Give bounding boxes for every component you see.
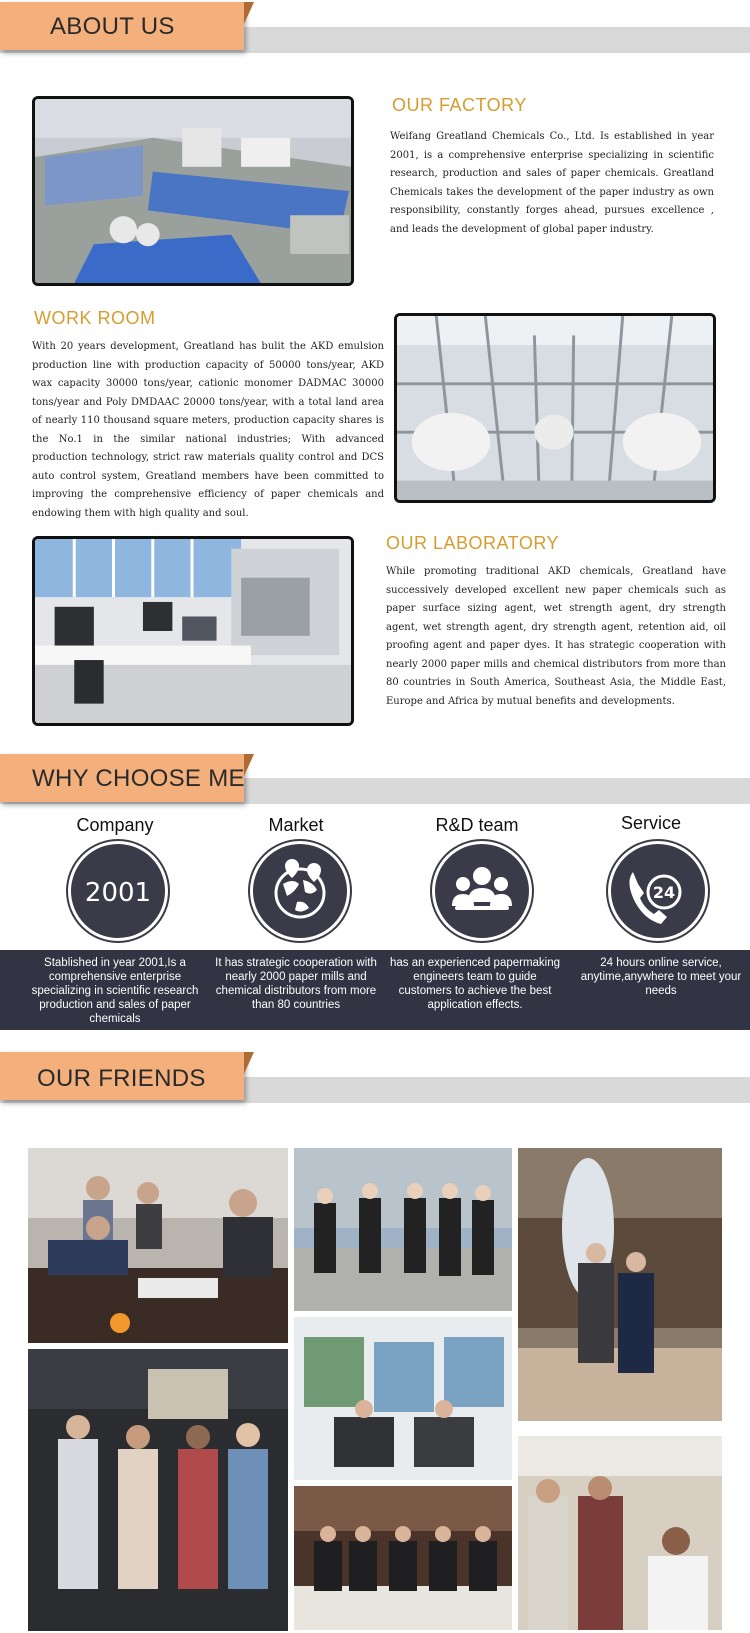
friends-photo-group-plant: [294, 1148, 512, 1311]
phone-24-icon: [608, 841, 708, 941]
workroom-photo: [394, 313, 716, 503]
friends-banner-title: OUR FRIENDS: [37, 1065, 206, 1092]
feature-text-rd-team: has an experienced papermaking engineers team to guide customers to achieve the best application effects.: [389, 957, 561, 1011]
workroom-title: WORK ROOM: [34, 308, 156, 328]
workroom-text: With 20 years development, Greatland has bulit the AKD emulsion production line with production capacity of 50000 tons/year, AKD wax capacity 30000 tons/year, cationic monomer DADMAC 30000 tons/year and Poly DMDAAC 20000 tons/year, with a total land area of nearly 110 thousand square meters, production capacity shares is the No.1 in the similar national industries; With advanced production technology, strict raw materials quality control and DCS auto control system, Greatland members have been committed to improving the comprehensive efficiency of paper chemicals and endowing them with high quality and soul.: [32, 341, 384, 519]
year-2001-icon-label: 2001: [84, 878, 152, 908]
feature-text-service: 24 hours online service, anytime,anywhere to meet your needs: [580, 957, 742, 997]
friends-photo-exhibition: [294, 1317, 512, 1480]
factory-text: Weifang Greatland Chemicals Co., Ltd. Is established in year 2001, is a comprehensive enterprise specializing in scientific research, production and sales of paper chemicals. Greatland Chemicals takes the development of the paper industry as own responsibility, constantly forges ahead, pursues excellence , and leads the development of global paper industry.: [390, 131, 714, 235]
friends-photo-dinner: [294, 1486, 512, 1630]
feature-text-market: It has strategic cooperation with nearly 2000 paper mills and chemical distributors from more than 80 countries: [215, 957, 377, 1011]
friends-photo-meeting: [28, 1148, 288, 1343]
feature-text-company: Stablished in year 2001,Is a comprehensive enterprise specializing in scientific research production and sales of paper chemicals: [31, 957, 199, 1025]
friends-photo-hotel: [518, 1148, 722, 1421]
friends-photo-office: [28, 1349, 288, 1631]
team-icon: [432, 841, 532, 941]
feature-title-market: Market: [268, 815, 324, 835]
factory-photo: [32, 96, 354, 286]
about-banner-title: ABOUT US: [50, 13, 175, 40]
factory-title: OUR FACTORY: [392, 95, 527, 115]
phone-24-icon-label: 24: [652, 883, 676, 902]
laboratory-text: While promoting traditional AKD chemicals, Greatland have successively developed excellent new paper chemicals such as paper surface sizing agent, wet strength agent, dry strength agent, wet strength agent, dry strength agent, retention aid, oil proofing agent and paper dyes. It has strategic cooperation with nearly 2000 paper mills and chemical distributors from more than 80 countries in South America, Southeast Asia, the Middle East, Europe and Africa by mutual benefits and developments.: [386, 566, 726, 707]
feature-title-rd-team: R&D team: [435, 815, 519, 835]
laboratory-photo: [32, 536, 354, 726]
why-banner-title: WHY CHOOSE ME: [32, 765, 245, 792]
laboratory-title: OUR LABORATORY: [386, 533, 560, 553]
feature-title-service: Service: [620, 813, 682, 833]
year-2001-icon: [68, 841, 168, 941]
feature-title-company: Company: [76, 815, 154, 835]
friends-photo-visit: [518, 1436, 722, 1630]
globe-location-icon: [250, 841, 350, 941]
